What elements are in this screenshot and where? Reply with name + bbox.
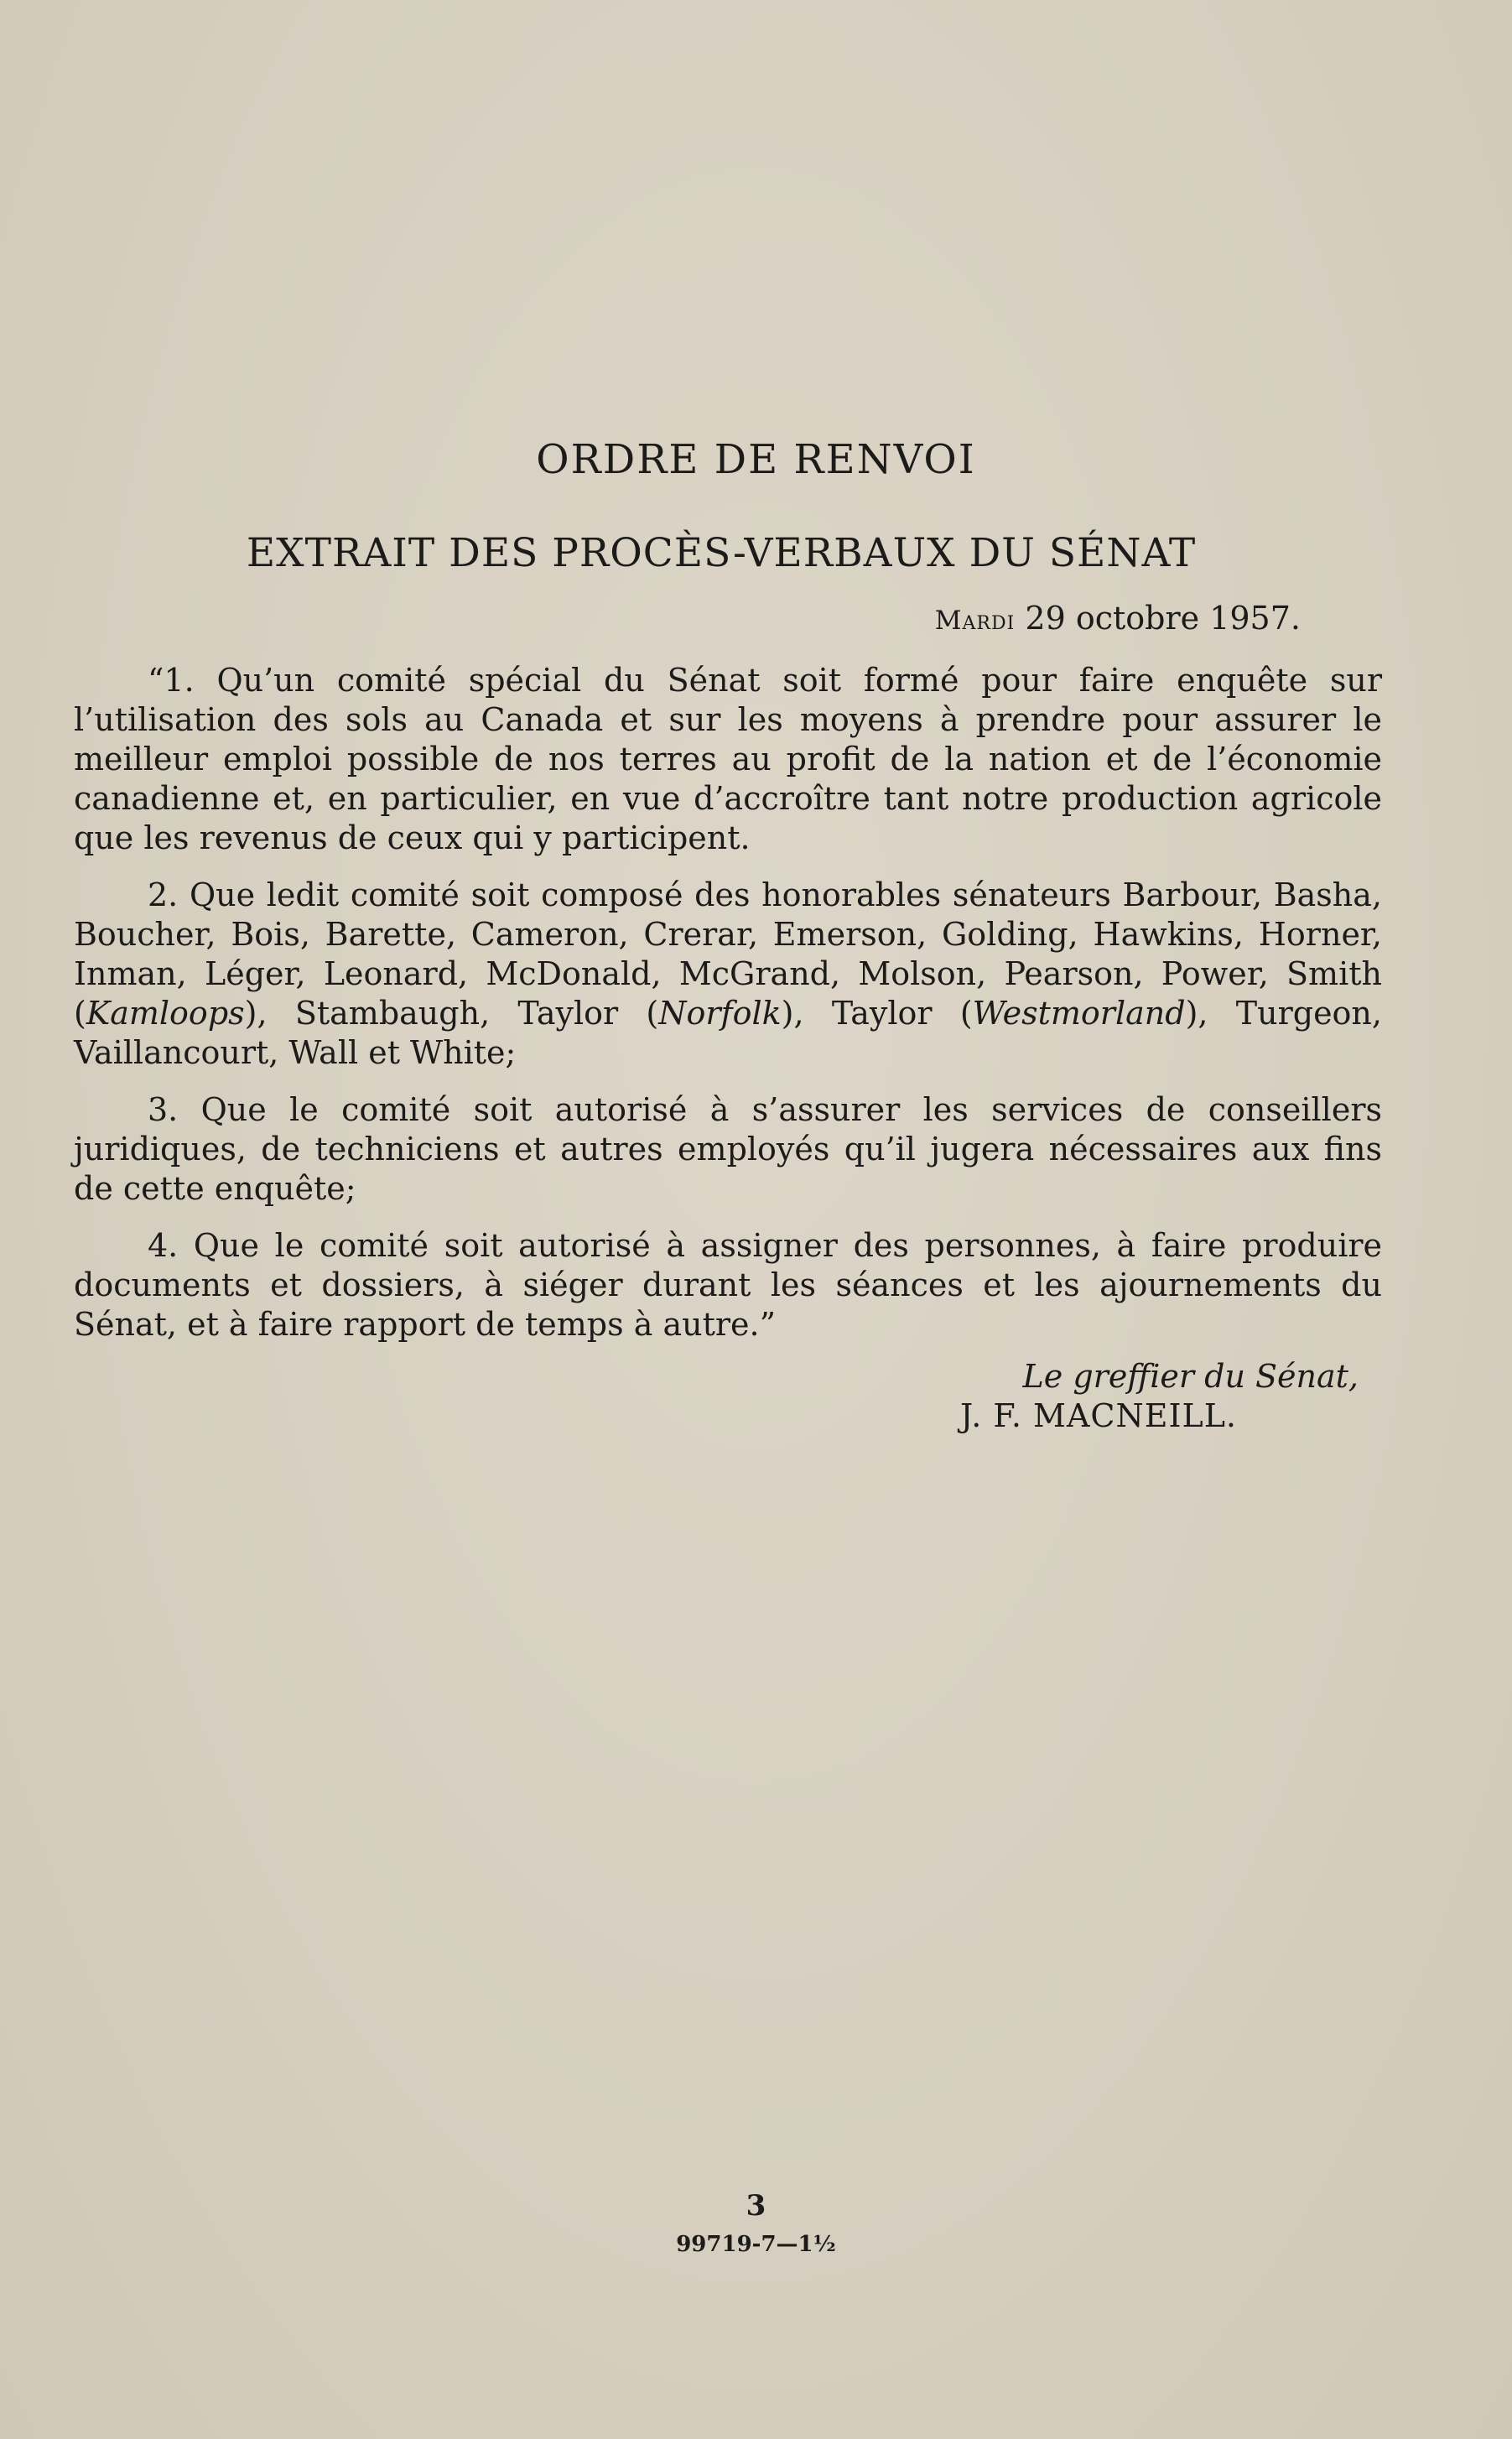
signature-role: Le greffier du Sénat, [1022,1358,1359,1395]
document-title: ORDRE DE RENVOI [536,436,976,483]
signature-block [839,1357,1359,1436]
paragraph-2-mid2: ), Taylor ( [781,995,973,1032]
paragraph-3: 3. Que le comité soit autorisé à s’assurer les services de conseillers juridiques, de techniciens et autres employés qu’il jugera nécessaires aux fins de cette enquête; [74,1091,1382,1207]
signature-name: J. F. MACNEILL. [959,1397,1238,1434]
paragraph-4: 4. Que le comité soit autorisé à assigner des personnes, à faire produire documents et dossiers, à siéger durant les séances et les ajournements du Sénat, et à faire rapport de temps à autre.” [74,1227,1382,1343]
paragraph-2-mid1: ), Stambaugh, Taylor ( [244,995,659,1032]
paragraph-1: “1. Qu’un comité spécial du Sénat soit formé pour faire enquête sur l’utilisation des sols au Canada et sur les moyens à prendre pour assurer le meilleur emploi possible de nos terres au profit de la nation et de l’économie canadienne et, en particulier, en vue d’accroître tant notre production agricole que les revenus de ceux qui y participent. [74,662,1382,856]
paragraph-2-lead: 2. Que ledit comité soit composé des honorables sénateurs Barbour, Basha, Boucher, Bois, Barette, Cameron, Crerar, Emerson, Golding, Hawkins, Horner, Inman, Léger, Leonard, McDonald, McGrand, Molson, Pearson, Power, Smith ( [74,876,1382,1032]
paragraph-2-tail: ), Turgeon, Vaillancourt, Wall et White; [74,995,1382,1071]
paragraph-2 [74,876,1382,1073]
paragraph-2-norfolk: Norfolk [658,995,782,1032]
paragraph-2-westmorland: Westmorland [972,995,1186,1032]
session-date-rest: 29 octobre 1957. [1025,600,1301,637]
document-body [74,661,1382,1362]
session-day: Mardi [934,606,1016,636]
paragraph-2-kamloops: Kamloops [86,995,245,1032]
print-code: 99719-7—1½ [676,2232,836,2257]
page-number: 3 [746,2189,766,2223]
session-date [935,600,1301,637]
document-subtitle: EXTRAIT DES PROCÈS-VERBAUX DU SÉNAT [246,530,1197,576]
